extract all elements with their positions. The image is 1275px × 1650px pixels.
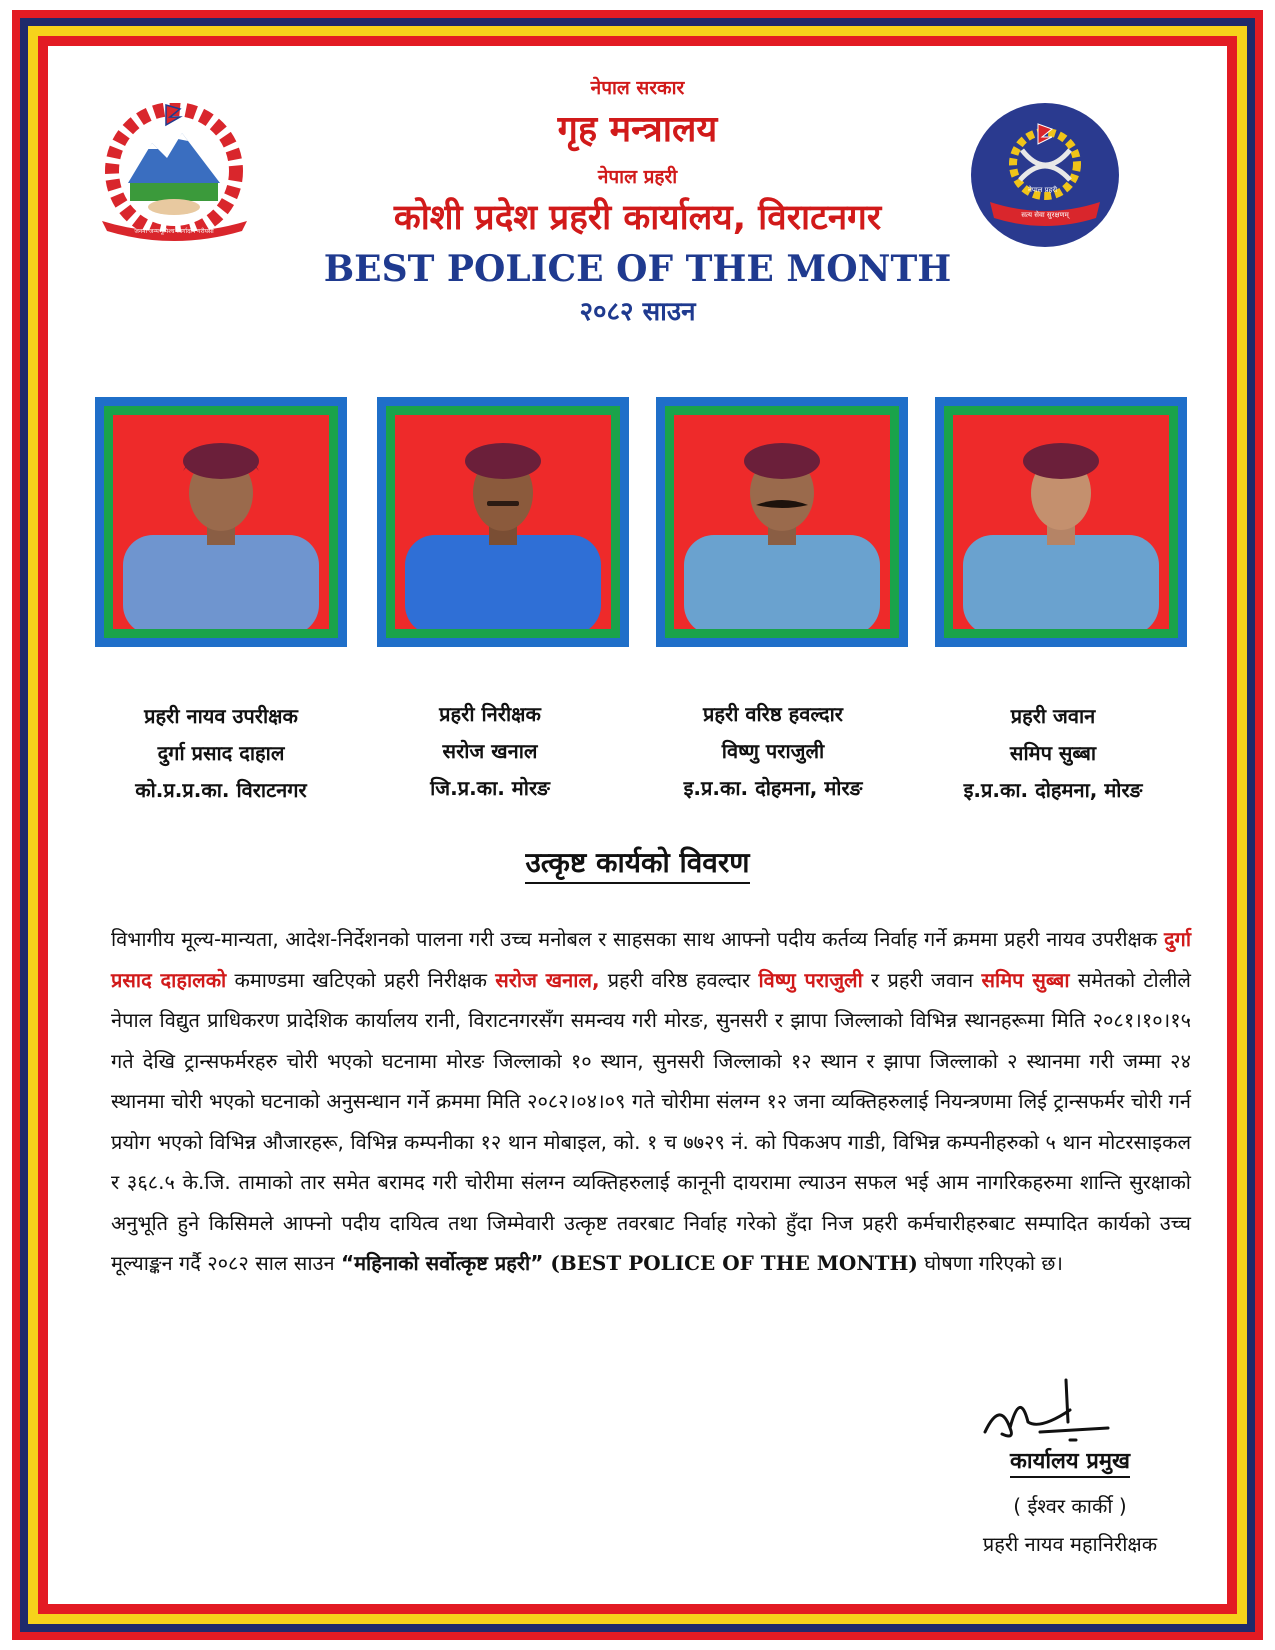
signature-name: ( ईश्वर कार्की ) (1013, 1494, 1127, 1518)
officer-portrait-1 (113, 415, 329, 629)
signature-scribble (980, 1370, 1120, 1450)
para-text-1: विभागीय मूल्य-मान्यता, आदेश-निर्देशनको पालना गरी उच्च मनोबल र साहसका साथ आफ्नो पदीय कर्तव्य निर्वाह गर्ने क्रममा प्रहरी नायव उपरीक्षक (111, 927, 1164, 951)
officer-caption-2 (340, 696, 640, 807)
officer-2-name: सरोज खनाल (442, 739, 538, 763)
para-text-2: कमाण्डमा खटिएको प्रहरी निरीक्षक (226, 967, 496, 992)
signature-title (950, 1445, 1190, 1475)
officer-photo-3 (656, 397, 908, 647)
officer-2-rank: प्रहरी निरीक्षक (439, 702, 541, 726)
officer-2-unit: जि.प्र.का. मोरङ (430, 776, 550, 800)
officer-3-name: विष्णु पराजुली (721, 739, 825, 763)
description-heading-text: उत्कृष्ट कार्यको विवरण (525, 846, 749, 884)
month-date: २०८२ साउन (579, 297, 696, 327)
police-logo-top-text: नेपाल प्रहरी (1028, 186, 1058, 194)
officer-caption-4 (903, 698, 1203, 809)
description-heading (0, 843, 1275, 881)
highlight-officer-2: सरोज खनाल, (495, 967, 600, 992)
officer-3-rank: प्रहरी वरिष्ठ हवल्दार (703, 702, 843, 726)
officer-4-name: समिप सुब्बा (1009, 741, 1097, 765)
signature-title-text: कार्यालय प्रमुख (1010, 1449, 1130, 1478)
officer-photo-4 (935, 397, 1187, 647)
ministry-title: गृह मन्त्रालय (557, 109, 718, 150)
emblem-motto-text: जननी जन्मभूमिश्च स्वर्गादपि गरीयसी (134, 228, 214, 235)
highlight-officer-4: समिप सुब्बा (981, 967, 1070, 992)
highlight-officer-3: विष्णु पराजुली (758, 967, 863, 992)
para-text-5: समेतको टोलीले नेपाल विद्युत प्राधिकरण प्रादेशिक कार्यालय रानी, विराटनगरसँग समन्वय गरी मोरङ, सुनसरी र झापा जिल्लाको विभिन्न स्थानहरूमा मिति २०८१।१०।१५ गते देखि ट्रान्सफर्मरहरु चोरी भएको घटनामा मोरङ जिल्लाको १० स्थान, सुनसरी जिल्लाको १२ स्थान र झापा जिल्लाको २ स्थानमा गरी जम्मा २४ स्थानमा चोरी भएको घटनाको अनुसन्धान गर्ने क्रममा मिति २०८२।०४।०९ गते चोरीमा संलग्न १२ जना व्यक्तिहरुलाई नियन्त्रणमा लिई ट्रान्सफर्मर चोरी गर्न प्रयोग भएको विभिन्न औजारहरू, विभिन्न कम्पनीका १२ थान मोबाइल, को. १ च ७७२९ नं. को पिकअप गाडी, विभिन्न कम्पनीहरुको ५ थान मोटरसाइकल र ३६८.५ के.जि. तामाको तार समेत बरामद गरी चोरीमा संलग्न व्यक्तिहरुलाई कानूनी दायरामा ल्याउन सफल भई आम नागरिकहरुमा शान्ति सुरक्षाको अनुभूति हुने किसिमले आफ्नो पदीय दायित्व तथा जिम्मेवारी उत्कृष्ट तवरबाट निर्वाह गरेको हुँदा निज प्रहरी कर्मचारीहरुबाट सम्पादित कार्यको उच्च मूल्याङ्कन गर्दै २०८२ साल साउन (111, 967, 1191, 1275)
officer-4-rank: प्रहरी जवान (1010, 704, 1096, 728)
highlight-officer-1: दुर्गा प्रसाद दाहालको (111, 927, 1191, 992)
para-text-6: घोषणा गरिएको छ। (917, 1251, 1063, 1275)
officer-portrait-2 (395, 415, 611, 629)
officer-photo-2 (377, 397, 629, 647)
officer-photo-1 (95, 397, 347, 647)
signature-rank: प्रहरी नायव महानिरीक्षक (982, 1532, 1158, 1556)
officer-3-unit: इ.प्र.का. दोहमना, मोरङ (683, 776, 863, 800)
government-label: नेपाल सरकार (590, 77, 685, 99)
officer-1-rank: प्रहरी नायव उपरीक्षक (144, 704, 298, 728)
police-label: नेपाल प्रहरी (597, 166, 678, 188)
page-title: BEST POLICE OF THE MONTH (323, 248, 952, 290)
officer-caption-1 (71, 698, 371, 809)
description-paragraph (111, 919, 1191, 1284)
officer-portrait-4 (953, 415, 1169, 629)
officer-portrait-3 (674, 415, 890, 629)
para-text-4: र प्रहरी जवान (862, 967, 982, 992)
award-title-nepali: “महिनाको सर्वोत्कृष्ट प्रहरी” (340, 1251, 544, 1275)
police-logo-motto-text: सत्य सेवा सुरक्षणम् (1021, 211, 1069, 219)
office-title: कोशी प्रदेश प्रहरी कार्यालय, विराटनगर (393, 198, 882, 238)
award-title-english: (BEST POLICE OF THE MONTH) (543, 1251, 918, 1275)
officer-1-name: दुर्गा प्रसाद दाहाल (157, 741, 285, 765)
officer-caption-3 (623, 696, 923, 807)
officer-4-unit: इ.प्र.का. दोहमना, मोरङ (963, 778, 1143, 802)
para-text-3: प्रहरी वरिष्ठ हवल्दार (599, 967, 759, 992)
officer-1-unit: को.प्र.प्र.का. विराटनगर (135, 778, 307, 802)
